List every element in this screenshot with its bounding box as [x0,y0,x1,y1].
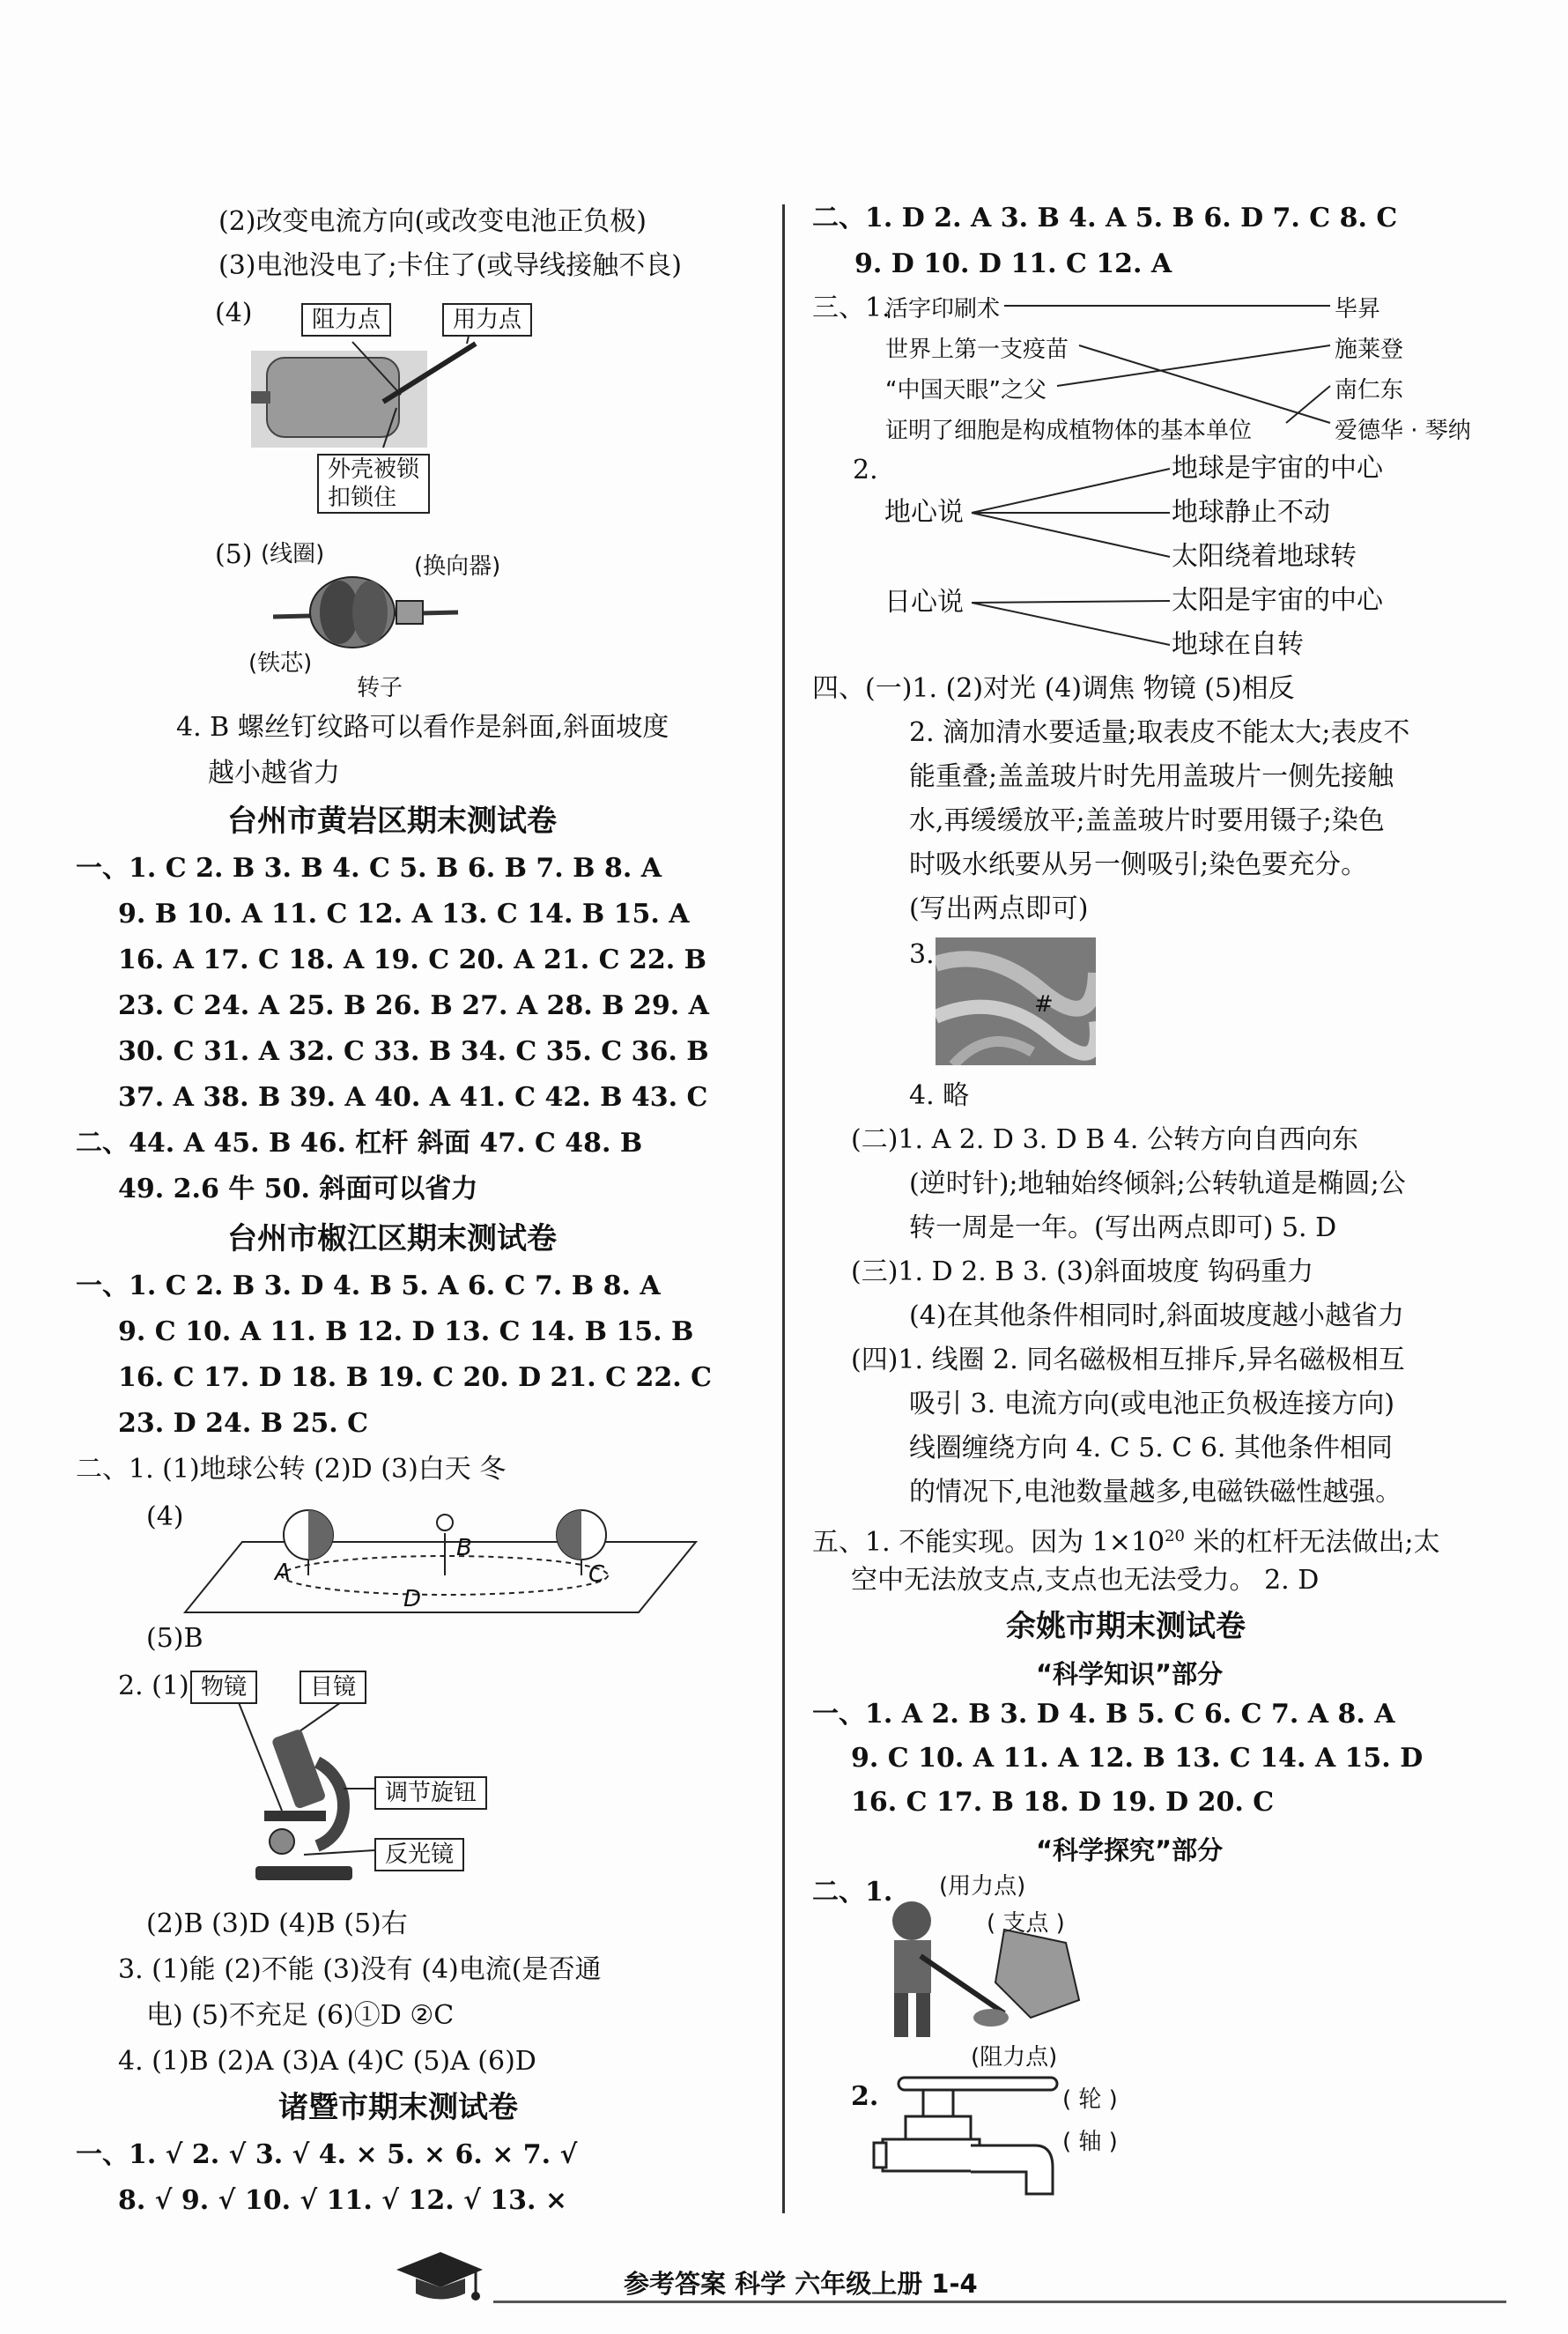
answer-row: 9. D 10. D 11. C 12. A [854,248,1172,279]
answer-row: 9. B 10. A 11. C 12. A 13. C 14. B 15. A [118,899,690,930]
microscope-figure [229,1700,388,1886]
match-right-item: 毕昇 [1335,296,1381,322]
core-label: (铁芯) [248,650,313,677]
faucet-figure [872,2062,1066,2203]
subsection-title: “科学探究”部分 [1036,1835,1224,1865]
graduation-cap-icon [388,2245,484,2307]
theory-item: 地球是宇宙的中心 [1172,453,1383,484]
cell-image [936,937,1096,1065]
orbit-point-b: B [456,1535,472,1561]
footer-text: 参考答案 科学 六年级上册 1-4 [624,2269,978,2299]
match-right-item: 施莱登 [1335,337,1404,363]
answer-row: 四、(一)1. (2)对光 (4)调焦 物镜 (5)相反 [812,673,1295,704]
answer-row: 二、1. (1)地球公转 (2)D (3)白天 冬 [76,1454,507,1485]
answer-row: 16. C 17. B 18. D 19. D 20. C [851,1787,1275,1818]
answer-row: (逆时针);地轴始终倾斜;公转轨道是椭圆;公 [909,1168,1406,1199]
svg-text:#: # [1034,991,1054,1018]
answer-row: 二、1. D 2. A 3. B 4. A 5. B 6. D 7. C 8. C [812,203,1398,233]
answer-row: 3. [909,939,935,970]
match-left-item: 活字印刷术 [885,296,1001,322]
answer-row: 能重叠;盖盖玻片时先用盖玻片一侧先接触 [909,761,1394,792]
answer-row: 二、1. [812,1877,893,1908]
answer-line: (3)电池没电了;卡住了(或导线接触不良) [218,250,683,281]
match-right-item: 南仁东 [1335,377,1404,404]
answer-row: (二)1. A 2. D 3. D B 4. 公转方向自西向东 [851,1124,1359,1155]
answer-row: 电) (5)不充足 (6)①D ②C [146,2000,455,2031]
section-title: 诸暨市期末测试卷 [278,2090,518,2125]
section-title: 余姚市期末测试卷 [1006,1609,1246,1644]
theory-item: 地球在自转 [1172,629,1304,660]
answer-row: 一、1. √ 2. √ 3. √ 4. × 5. × 6. × 7. √ [76,2139,578,2170]
answer-line: 4. B 螺丝钉纹路可以看作是斜面,斜面坡度 [176,712,669,743]
footer-rule [493,2301,1506,2303]
answer-row: (4)在其他条件相同时,斜面坡度越小越省力 [909,1300,1405,1331]
answer-row: 一、1. A 2. B 3. D 4. B 5. C 6. C 7. A 8. A [812,1699,1395,1730]
answer-row: 线圈缠绕方向 4. C 5. C 6. 其他条件相同 [909,1433,1393,1463]
answer-row: 2. 滴加清水要适量;取表皮不能太大;表皮不 [909,717,1410,748]
answer-row: (5)B [146,1623,203,1654]
answer-row: 9. C 10. A 11. A 12. B 13. C 14. A 15. D [851,1743,1424,1774]
question-number: 2. [853,455,878,485]
answer-row: 30. C 31. A 32. C 33. B 34. C 35. C 36. B [118,1036,709,1067]
answer-row: 49. 2.6 牛 50. 斜面可以省力 [118,1174,478,1204]
answer-row: (2)B (3)D (4)B (5)右 [146,1908,408,1939]
column-divider [782,204,785,2213]
theory-item: 太阳绕着地球转 [1172,541,1357,572]
answer-row: 3. (1)能 (2)不能 (3)没有 (4)电流(是否通 [118,1954,602,1985]
answer-row: 时吸水纸要从另一侧吸引;染色要充分。 [909,849,1368,880]
answer-row: 16. C 17. D 18. B 19. C 20. D 21. C 22. C [118,1362,713,1393]
answer-row: (4) [146,1501,184,1532]
section-title: 台州市椒江区期末测试卷 [227,1221,557,1256]
answer-line: (2)改变电流方向(或改变电池正负极) [218,206,647,237]
axle-label: ( 轴 ) [1062,2129,1118,2155]
answer-row: 二、44. A 45. B 46. 杠杆 斜面 47. C 48. B [76,1128,643,1159]
answer-line: (5) [215,539,253,570]
geocentric-label: 地心说 [884,497,964,528]
adjust-knob-label: 调节旋钮 [374,1776,487,1810]
answer-row: 2. [851,2081,879,2112]
answer-row: (三)1. D 2. B 3. (3)斜面坡度 钩码重力 [851,1256,1314,1287]
answer-row: (四)1. 线圈 2. 同名磁极相互排斥,异名磁极相互 [851,1345,1405,1375]
earth-orbit-figure [181,1498,700,1621]
answer-line: (4) [215,298,253,329]
locked-shell-label: 外壳被锁 扣锁住 [317,454,430,514]
match-left-item: “中国天眼”之父 [885,377,1047,404]
heliocentric-label: 日心说 [884,587,964,618]
answer-row: 的情况下,电池数量越多,电磁铁磁性越强。 [909,1477,1402,1508]
answer-row: 23. D 24. B 25. C [118,1408,369,1439]
orbit-point-c: C [588,1561,605,1588]
section-prefix: 三、1. [812,293,891,323]
subsection-title: “科学知识”部分 [1036,1659,1224,1689]
match-right-item: 爱德华 · 琴纳 [1335,418,1471,444]
answer-row: 一、1. C 2. B 3. B 4. C 5. B 6. B 7. B 8. A [76,853,662,884]
commutator-label: (换向器) [414,553,501,580]
orbit-point-d: D [403,1586,422,1612]
answer-row: 16. A 17. C 18. A 19. C 20. A 21. C 22. B [118,945,706,975]
answer-row: 五、1. 不能实现。因为 $1\times 10^{20}$ 米的杠杆无法做出;太 [812,1527,1440,1558]
section-title: 台州市黄岩区期末测试卷 [227,804,557,839]
answer-row: 4. 略 [909,1080,970,1111]
match-left-item: 证明了细胞是构成植物体的基本单位 [885,418,1253,444]
fulcrum-label: ( 支点 ) [987,1910,1065,1937]
matching-lines [881,291,1339,449]
answer-row: (写出两点即可) [909,893,1089,924]
objective-label: 物镜 [190,1671,257,1704]
answer-row: 2. (1) [118,1671,189,1701]
answer-row: 9. C 10. A 11. B 12. D 13. C 14. B 15. B [118,1316,694,1347]
rotor-caption: 转子 [357,675,403,701]
answer-row: 37. A 38. B 39. A 40. A 41. C 42. B 43. C [118,1082,708,1113]
effort-point-label: 用力点 [442,303,532,337]
wheel-label: ( 轮 ) [1062,2086,1118,2113]
load-point-label: (阻力点) [971,2044,1058,2071]
answer-row: 23. C 24. A 25. B 26. B 27. A 28. B 29. A [118,990,709,1021]
coil-label: (线圈) [261,541,325,567]
answer-row: 转一周是一年。(写出两点即可) 5. D [909,1212,1337,1243]
orbit-point-a: A [275,1560,291,1586]
match-left-item: 世界上第一支疫苗 [885,337,1069,363]
answer-row: 4. (1)B (2)A (3)A (4)C (5)A (6)D [118,2046,536,2077]
answer-row: 吸引 3. 电流方向(或电池正负极连接方向) [909,1389,1395,1419]
resistance-point-label: 阻力点 [301,303,391,337]
answer-row: 8. √ 9. √ 10. √ 11. √ 12. √ 13. × [118,2185,568,2216]
theory-lines [967,458,1174,652]
eyepiece-label: 目镜 [300,1671,366,1704]
answer-row: 一、1. C 2. B 3. D 4. B 5. A 6. C 7. B 8. A [76,1271,661,1301]
effort-point-label: (用力点) [939,1873,1026,1900]
theory-item: 地球静止不动 [1172,497,1330,528]
mirror-label: 反光镜 [374,1838,464,1871]
answer-line: 越小越省力 [208,758,340,789]
theory-item: 太阳是宇宙的中心 [1172,585,1383,616]
answer-row: 水,再缓缓放平;盖盖玻片时要用镊子;染色 [909,805,1385,836]
answer-row: 空中无法放支点,支点也无法受力。 2. D [851,1565,1320,1596]
